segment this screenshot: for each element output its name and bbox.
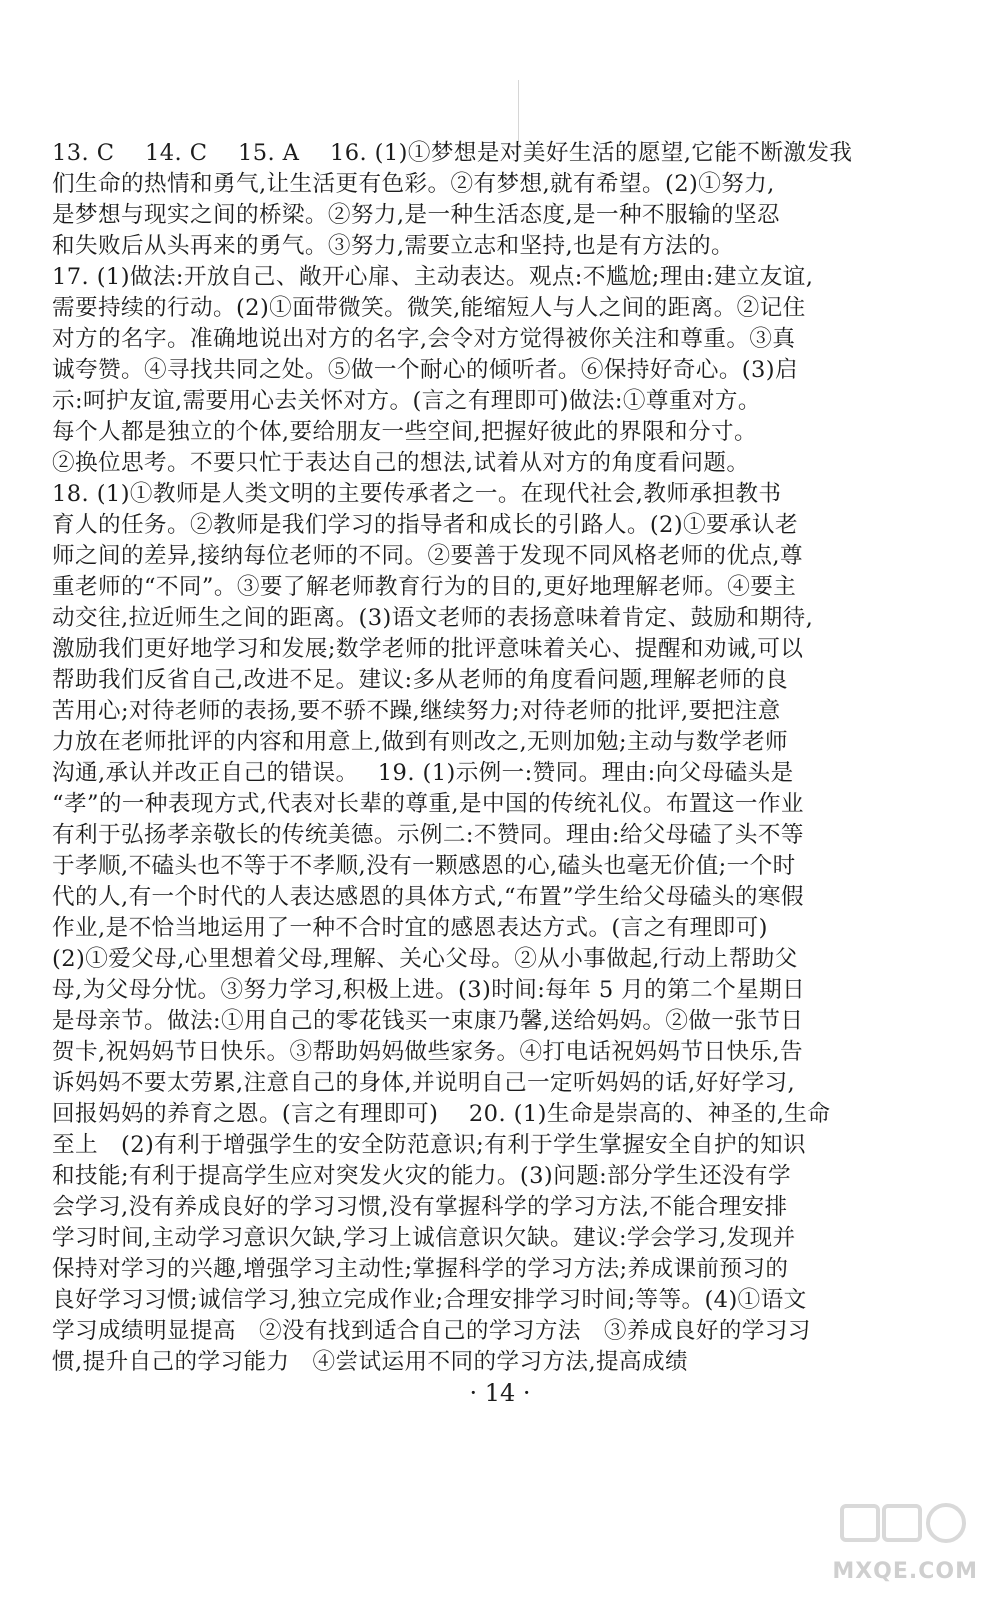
text-line: 是梦想与现实之间的桥梁。②努力,是一种生活态度,是一种不服输的坚忍 bbox=[52, 202, 780, 228]
page-number: · 14 · bbox=[469, 1379, 531, 1407]
text-line: 17. (1)做法:开放自己、敞开心扉、主动表达。观点:不尴尬;理由:建立友谊, bbox=[52, 264, 814, 290]
text-line: 激励我们更好地学习和发展;数学老师的批评意味着关心、提醒和劝诫,可以 bbox=[52, 636, 804, 662]
text-line: 们生命的热情和勇气,让生活更有色彩。②有梦想,就有希望。(2)①努力, bbox=[52, 171, 775, 197]
text-line: 保持对学习的兴趣,增强学习主动性;掌握科学的学习方法;养成课前预习的 bbox=[52, 1256, 789, 1282]
text-line: 沟通,承认并改正自己的错误。 19. (1)示例一:赞同。理由:向父母磕头是 bbox=[52, 760, 794, 786]
text-line: 需要持续的行动。(2)①面带微笑。微笑,能缩短人与人之间的距离。②记住 bbox=[52, 295, 806, 321]
text-line: 至上 (2)有利于增强学生的安全防范意识;有利于学生掌握安全自护的知识 bbox=[52, 1132, 807, 1158]
text-line: 每个人都是独立的个体,要给朋友一些空间,把握好彼此的界限和分寸。 bbox=[52, 419, 757, 445]
text-line: 贺卡,祝妈妈节日快乐。③帮助妈妈做些家务。④打电话祝妈妈节日快乐,告 bbox=[52, 1039, 803, 1065]
text-line: 会学习,没有养成良好的学习习惯,没有掌握科学的学习方法,不能合理安排 bbox=[52, 1194, 788, 1220]
text-line: 示:呵护友谊,需要用心去关怀对方。(言之有理即可)做法:①尊重对方。 bbox=[52, 388, 761, 414]
text-line: 13. C 14. C 15. A 16. (1)①梦想是对美好生活的愿望,它能不断激发我 bbox=[52, 140, 853, 166]
text-line: 学习时间,主动学习意识欠缺,学习上诚信意识欠缺。建议:学会学习,发现并 bbox=[52, 1225, 796, 1251]
text-line: 惯,提升自己的学习能力 ④尝试运用不同的学习方法,提高成绩 bbox=[52, 1349, 688, 1375]
text-line: 力放在老师批评的内容和用意上,做到有则改之,无则加勉;主动与数学老师 bbox=[52, 729, 788, 755]
text-line: 作业,是不恰当地运用了一种不合时宜的感恩表达方式。(言之有理即可) bbox=[52, 915, 768, 941]
text-line: ②换位思考。不要只忙于表达自己的想法,试着从对方的角度看问题。 bbox=[52, 450, 750, 476]
text-line: 重老师的“不同”。③要了解老师教育行为的目的,更好地理解老师。④要主 bbox=[52, 574, 797, 600]
text-line: 于孝顺,不磕头也不等于不孝顺,没有一颗感恩的心,磕头也毫无价值;一个时 bbox=[52, 853, 796, 879]
text-line: 是母亲节。做法:①用自己的零花钱买一束康乃馨,送给妈妈。②做一张节日 bbox=[52, 1008, 804, 1034]
text-line: 和失败后从头再来的勇气。③努力,需要立志和坚持,也是有方法的。 bbox=[52, 233, 734, 259]
watermark-text: MXQE.COM bbox=[832, 1559, 978, 1584]
text-line: 育人的任务。②教师是我们学习的指导者和成长的引路人。(2)①要承认老 bbox=[52, 512, 799, 538]
text-line: 动交往,拉近师生之间的距离。(3)语文老师的表扬意味着肯定、鼓励和期待, bbox=[52, 605, 814, 631]
text-line: 师之间的差异,接纳每位老师的不同。②要善于发现不同风格老师的优点,尊 bbox=[52, 543, 803, 569]
text-line: 回报妈妈的养育之恩。(言之有理即可) 20. (1)生命是崇高的、神圣的,生命 bbox=[52, 1101, 831, 1127]
text-line: 学习成绩明显提高 ②没有找到适合自己的学习方法 ③养成良好的学习习 bbox=[52, 1318, 811, 1344]
text-line: 18. (1)①教师是人类文明的主要传承者之一。在现代社会,教师承担教书 bbox=[52, 481, 782, 507]
text-line: 和技能;有利于提高学生应对突发火灾的能力。(3)问题:部分学生还没有学 bbox=[52, 1163, 792, 1189]
text-line: 帮助我们反省自己,改进不足。建议:多从老师的角度看问题,理解老师的良 bbox=[52, 667, 788, 693]
text-line: 诉妈妈不要太劳累,注意自己的身体,并说明自己一定听妈妈的话,好好学习, bbox=[52, 1070, 796, 1096]
answer-text-block bbox=[52, 138, 880, 1378]
text-line: 对方的名字。准确地说出对方的名字,会令对方觉得被你关注和尊重。③真 bbox=[52, 326, 796, 352]
text-line: 苦用心;对待老师的表扬,要不骄不躁,继续努力;对待老师的批评,要把注意 bbox=[52, 698, 781, 724]
text-line: 良好学习习惯;诚信学习,独立完成作业;合理安排学习时间;等等。(4)①语文 bbox=[52, 1287, 807, 1313]
text-line: 诚夸赞。④寻找共同之处。⑤做一个耐心的倾听者。⑥保持好奇心。(3)启 bbox=[52, 357, 799, 383]
text-line: (2)①爱父母,心里想着父母,理解、关心父母。②从小事做起,行动上帮助父 bbox=[52, 946, 798, 972]
text-line: 有利于弘扬孝亲敬长的传统美德。示例二:不赞同。理由:给父母磕了头不等 bbox=[52, 822, 804, 848]
text-line: 代的人,有一个时代的人表达感恩的具体方式,“布置”学生给父母磕头的寒假 bbox=[52, 884, 804, 910]
text-line: 母,为父母分忧。③努力学习,积极上进。(3)时间:每年 5 月的第二个星期日 bbox=[52, 977, 806, 1003]
text-line: “孝”的一种表现方式,代表对长辈的尊重,是中国的传统礼仪。布置这一作业 bbox=[52, 791, 804, 817]
